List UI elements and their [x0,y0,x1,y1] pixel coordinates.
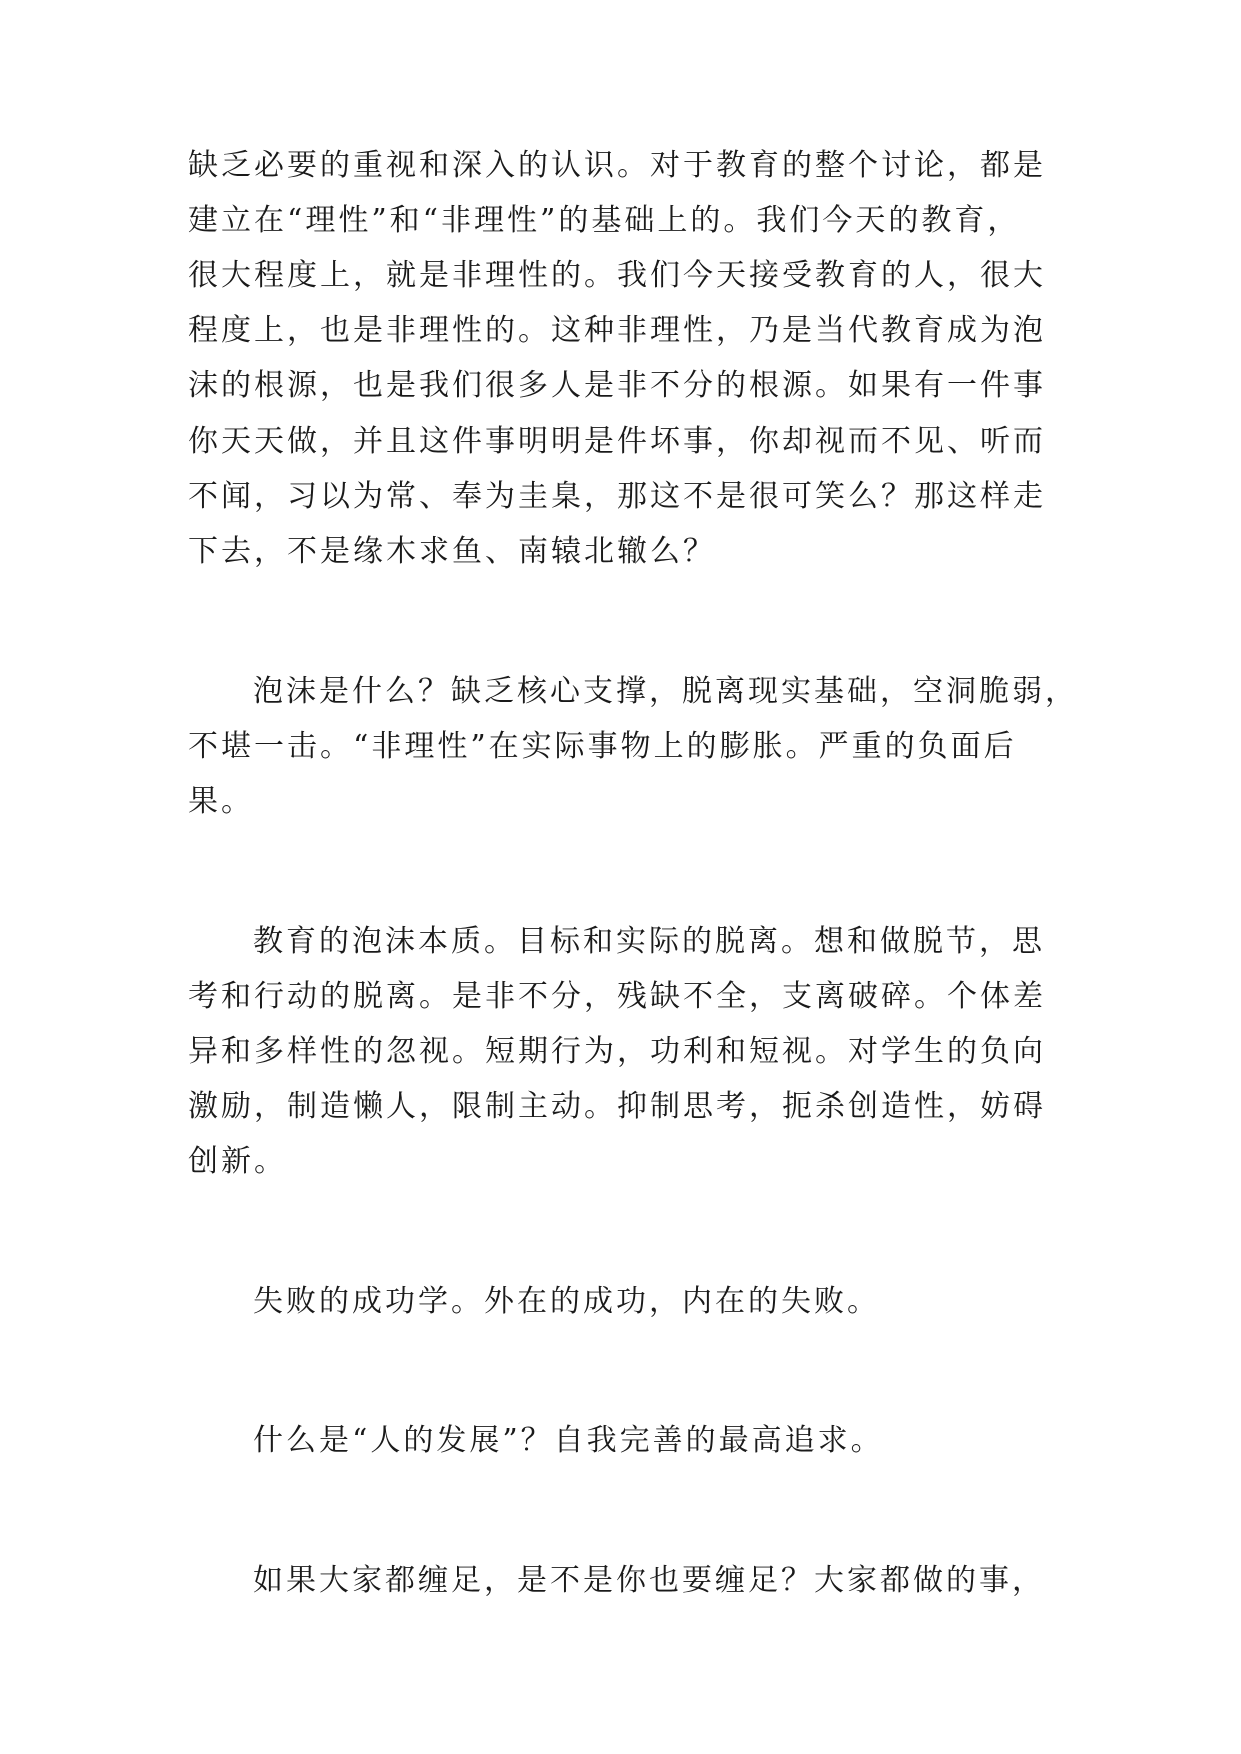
paragraph-3-line-4: 激励，制造懒人，限制主动。抑制思考，扼杀创造性，妨碍 [188,1089,1046,1124]
paragraph-1-line-1: 缺乏必要的重视和深入的认识。对于教育的整个讨论，都是 [188,148,1046,183]
paragraph-2-line-1: 泡沫是什么？缺乏核心支撑，脱离现实基础，空洞脆弱， [253,674,1078,709]
paragraph-1-line-8: 下去，不是缘木求鱼、南辕北辙么？ [188,534,716,569]
paragraph-1-line-6: 你天天做，并且这件事明明是件坏事，你却视而不见、听而 [188,424,1046,459]
paragraph-6-line-1: 如果大家都缠足，是不是你也要缠足？大家都做的事， [253,1563,1045,1598]
paragraph-5-line-1: 什么是“人的发展”？自我完善的最高追求。 [253,1423,884,1458]
paragraph-3-line-3: 异和多样性的忽视。短期行为，功利和短视。对学生的负向 [188,1034,1046,1069]
paragraph-1-line-2: 建立在“理性”和“非理性”的基础上的。我们今天的教育， [188,203,1021,238]
paragraph-2-line-2: 不堪一击。“非理性”在实际事物上的膨胀。严重的负面后 [188,729,1017,764]
paragraph-1-line-7: 不闻，习以为常、奉为圭臬，那这不是很可笑么？那这样走 [188,479,1046,514]
paragraph-3-line-2: 考和行动的脱离。是非不分，残缺不全，支离破碎。个体差 [188,979,1046,1014]
paragraph-1-line-5: 沫的根源，也是我们很多人是非不分的根源。如果有一件事 [188,368,1046,403]
paragraph-1-line-4: 程度上，也是非理性的。这种非理性，乃是当代教育成为泡 [188,313,1046,348]
paragraph-2-line-3: 果。 [188,784,254,819]
paragraph-4-line-1: 失败的成功学。外在的成功，内在的失败。 [253,1284,880,1319]
paragraph-1-line-3: 很大程度上，就是非理性的。我们今天接受教育的人，很大 [188,258,1046,293]
paragraph-3-line-5: 创新。 [188,1144,287,1179]
paragraph-3-line-1: 教育的泡沫本质。目标和实际的脱离。想和做脱节，思 [253,924,1045,959]
